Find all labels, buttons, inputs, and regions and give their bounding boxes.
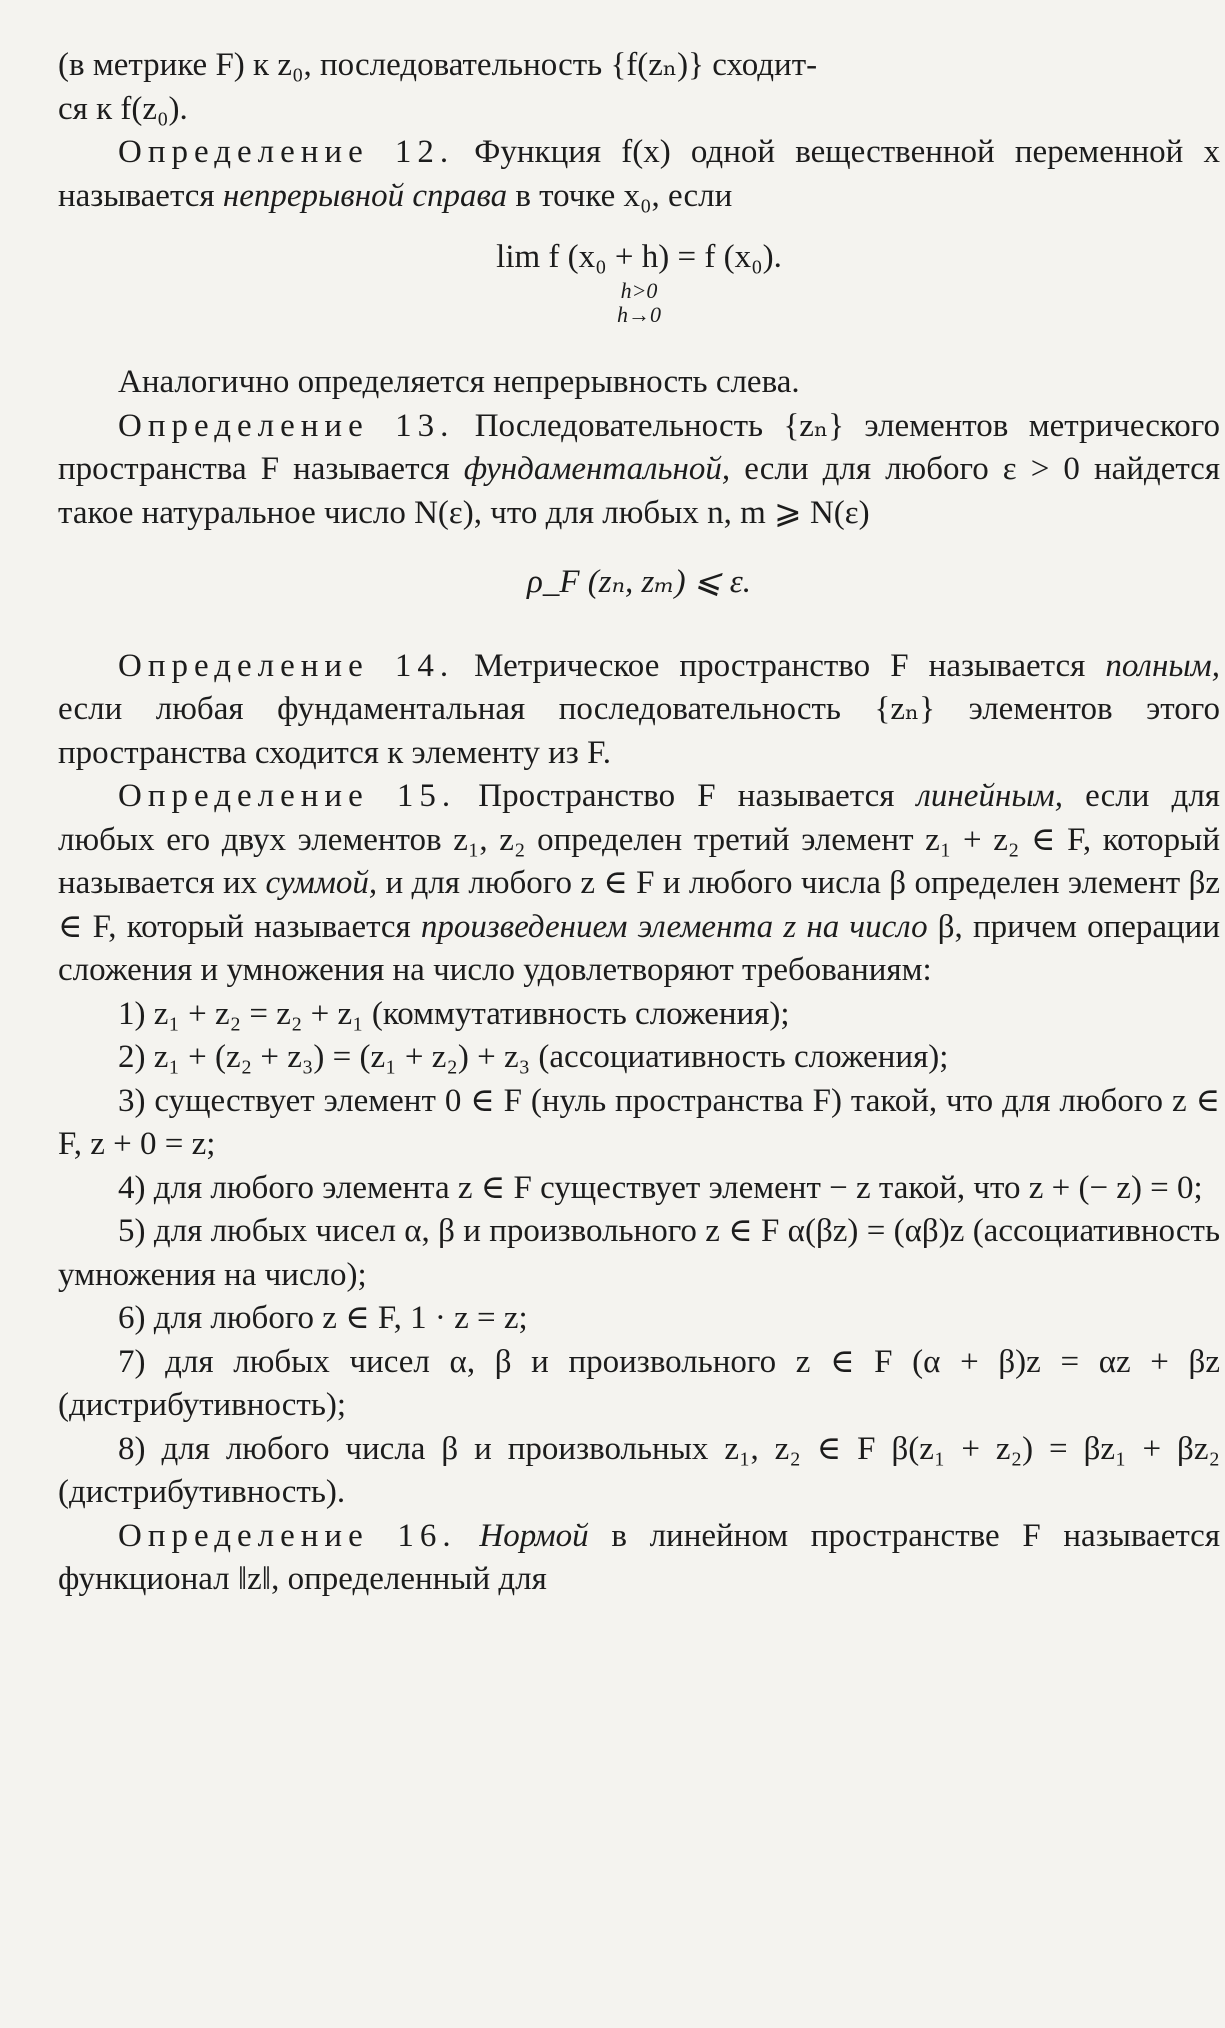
definition-15-emph-3: произведением элемента z на число (420, 908, 928, 945)
definition-15-emph-2: суммой, (265, 865, 378, 901)
definition-15-term: Определение 15. (118, 778, 457, 814)
formula-limit-sub-2: h→0 (617, 302, 661, 327)
definition-16-emph: Нормой (479, 1517, 589, 1554)
formula-right-limit (58, 236, 1220, 327)
definition-16-text-b: в линейном пространстве F называется функционал ‖z‖, определенный для (58, 1517, 1220, 1597)
left-continuity-text: Аналогично определяется непрерывность слева. (118, 364, 800, 400)
definition-12-text-b: в точке x₀, если (507, 177, 733, 214)
formula-cauchy-text: ρ_F (zₙ, zₘ) ⩽ ε. (527, 564, 751, 600)
definition-12-term: Определение 12. (118, 134, 455, 170)
definition-16-term: Определение 16. (118, 1517, 457, 1554)
definition-13-term: Определение 13. (118, 407, 455, 444)
formula-cauchy (58, 561, 1220, 605)
axiom-6: 6) для любого z ∈ F, 1 · z = z; (118, 1300, 528, 1336)
axiom-8: 8) для любого числа β и произвольных z₁, z₂ ∈ F β(z₁ + z₂) = βz₁ + βz₂ (дистрибутивность). (58, 1430, 1220, 1510)
definition-12-emph: непрерывной справа (222, 177, 508, 214)
definition-13 (58, 405, 1220, 536)
definition-13-text-a: Последовательность {zₙ} элементов метрического пространства F называется (58, 407, 1221, 487)
definition-14-text-a: Метрическое пространство F называется (454, 647, 1106, 684)
definition-15-text-b: если для любых его двух элементов z₁, z₂ определен третий элемент z₁ + z₂ ∈ F, который называется их (58, 778, 1220, 901)
definition-12-text-a: Функция f(x) одной вещественной переменной x называется (58, 134, 1220, 214)
definition-14-text-b: если любая фундаментальная последовательность {zₙ} элементов этого пространства сходится к элементу из F. (58, 691, 1220, 771)
definition-16-text-a (457, 1518, 480, 1554)
definition-14 (58, 645, 1220, 776)
axiom-7: 7) для любых чисел α, β и произвольного z ∈ F (α + β)z = αz + βz (дистрибутивность); (58, 1343, 1220, 1423)
definition-13-text-b: если для любого ε > 0 найдется такое натуральное число N(ε), что для любых n, m ⩾ N(ε) (58, 451, 1220, 531)
continuation-line-1: (в метрике F) к z₀, последовательность {f(zₙ)} сходит- (58, 47, 818, 83)
paragraph-left-continuity (58, 361, 1220, 405)
definition-13-emph: фундаментальной, (463, 451, 731, 487)
definition-15-text-c: и для любого z ∈ F и любого числа β определен элемент βz ∈ F, который называется (58, 865, 1221, 945)
paragraph-continuation (58, 44, 1220, 131)
axiom-3: 3) существует элемент 0 ∈ F (нуль пространства F) такой, что для любого z ∈ F, z + 0 = z; (58, 1082, 1220, 1162)
axiom-4: 4) для любого элемента z ∈ F существует элемент − z такой, что z + (− z) = 0; (118, 1169, 1203, 1206)
definition-15-text-a: Пространство F называется (456, 778, 917, 814)
definition-15-text-d: β, причем операции сложения и умножения на число удовлетворяют требованиям: (58, 908, 1221, 988)
axiom-5: 5) для любых чисел α, β и произвольного z ∈ F α(βz) = (αβ)z (ассоциативность умножения на число); (58, 1213, 1220, 1293)
definition-14-emph: полным, (1105, 647, 1220, 684)
continuation-line-2: ся к f(z₀). (58, 90, 188, 127)
definition-15 (58, 775, 1220, 993)
axiom-1: 1) z₁ + z₂ = z₂ + z₁ (коммутативность сложения); (118, 995, 790, 1032)
definition-16 (58, 1515, 1220, 1602)
formula-right-limit-main: lim f (x₀ + h) = f (x₀). (496, 239, 782, 275)
definition-14-term: Определение 14. (118, 647, 455, 684)
definition-15-emph-1: линейным, (916, 778, 1063, 814)
formula-limit-sub-1: h>0 (620, 278, 658, 303)
definition-12 (58, 131, 1220, 218)
axiom-2: 2) z₁ + (z₂ + z₃) = (z₁ + z₂) + z₃ (ассоциативность сложения); (118, 1039, 949, 1075)
